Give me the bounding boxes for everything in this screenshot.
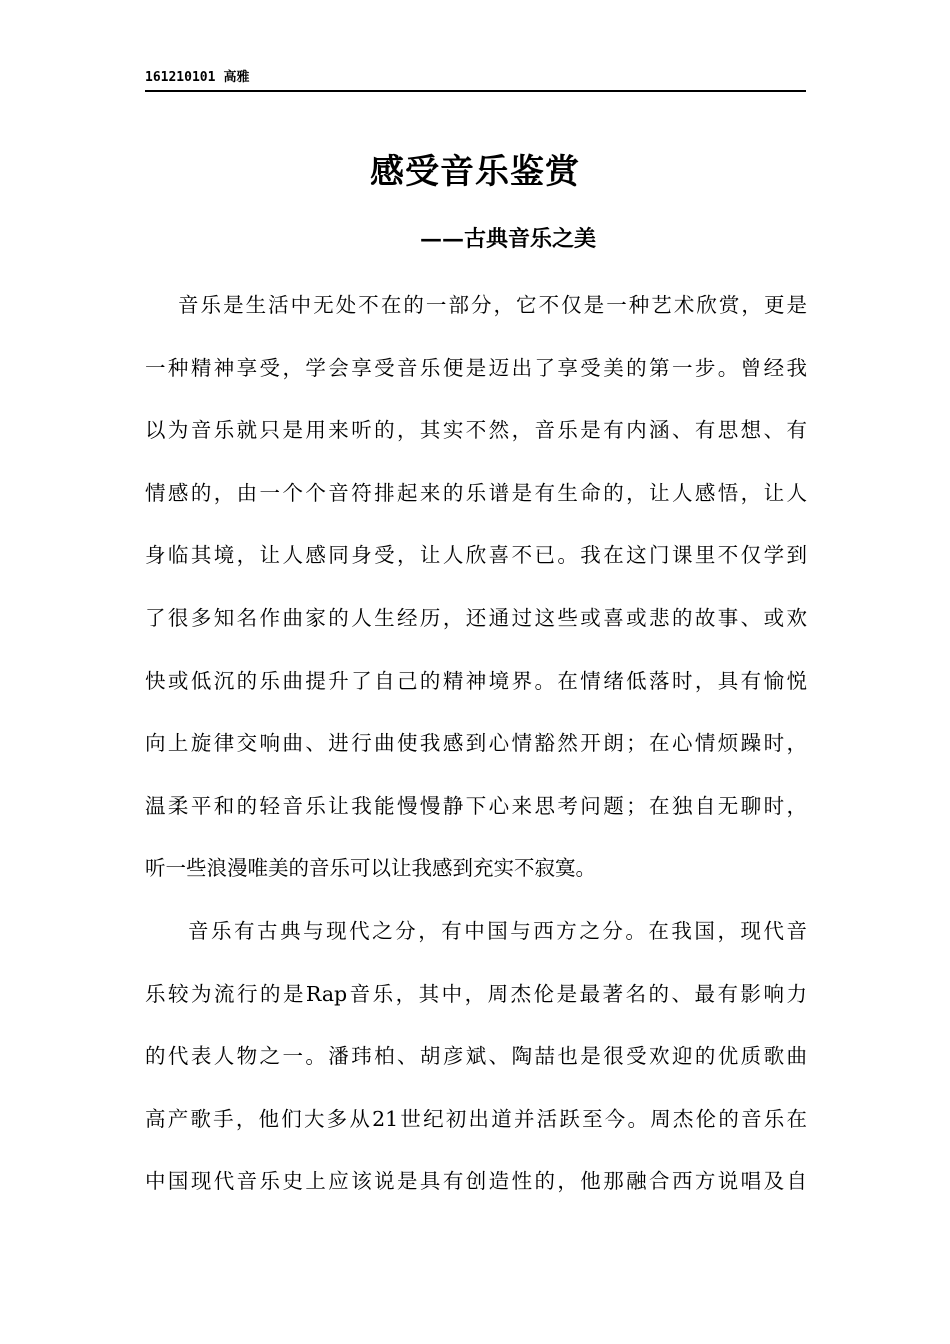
paragraph-1-line-5: 身临其境，让人感同身受，让人欣喜不已。我在这门课里不仅学到 (145, 543, 807, 568)
paragraph-1-line-7: 快或低沉的乐曲提升了自己的精神境界。在情绪低落时，具有愉悦 (145, 668, 807, 693)
page-header (145, 68, 806, 92)
paragraph-1-line-3: 以为音乐就只是用来听的，其实不然，音乐是有内涵、有思想、有 (145, 418, 807, 443)
paragraph-2-line-3: 的代表人物之一。潘玮柏、胡彦斌、陶喆也是很受欢迎的优质歌曲 (145, 1044, 807, 1069)
paragraph-1-line-4: 情感的，由一个个音符排起来的乐谱是有生命的，让人感悟，让人 (145, 480, 807, 505)
student-name: 高雅 (223, 70, 250, 85)
document-body (145, 282, 807, 1221)
document-title: 感受音乐鉴赏 (370, 152, 580, 192)
paragraph-1-line-8: 向上旋律交响曲、进行曲使我感到心情豁然开朗；在心情烦躁时， (145, 731, 807, 756)
paragraph-1-line-6: 了很多知名作曲家的人生经历，还通过这些或喜或悲的故事、或欢 (145, 605, 807, 630)
student-id: 161210101 (145, 70, 216, 85)
paragraph-2-line-5: 中国现代音乐史上应该说是具有创造性的，他那融合西方说唱及自 (145, 1169, 807, 1194)
paragraph-2-line-4: 高产歌手，他们大多从21世纪初出道并活跃至今。周杰伦的音乐在 (145, 1106, 807, 1131)
paragraph-1-line-10: 听一些浪漫唯美的音乐可以让我感到充实不寂寞。 (145, 856, 596, 881)
paragraph-2-line-2: 乐较为流行的是Rap音乐，其中，周杰伦是最著名的、最有影响力 (145, 981, 807, 1006)
document-subtitle: ——古典音乐之美 (420, 226, 597, 252)
paragraph-2-line-1: 音乐有古典与现代之分，有中国与西方之分。在我国，现代音 (188, 918, 807, 943)
paragraph-1-line-2: 一种精神享受，学会享受音乐便是迈出了享受美的第一步。曾经我 (145, 355, 807, 380)
paragraph-1-line-1: 音乐是生活中无处不在的一部分，它不仅是一种艺术欣赏，更是 (178, 293, 807, 317)
paragraph-1-line-9: 温柔平和的轻音乐让我能慢慢静下心来思考问题；在独自无聊时， (145, 793, 807, 818)
